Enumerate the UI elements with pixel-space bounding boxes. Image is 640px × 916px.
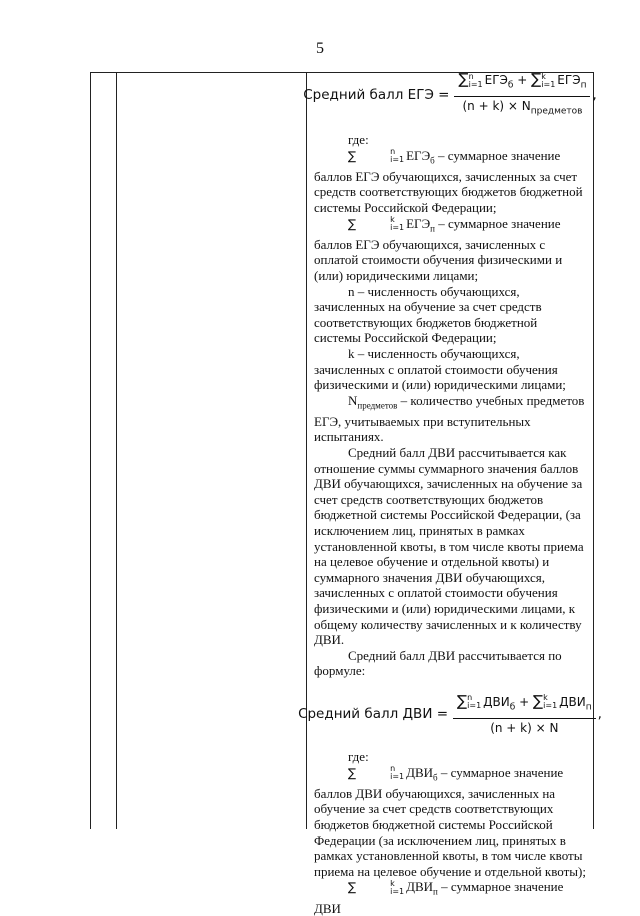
definition-n-subjects: $N_{предметов}$ – количество учебных предметов ЕГЭ, учитываемых при вступительных испытаниях. [314,392,585,445]
formula-dvi-numerator: ∑ n i=1 $ДВИ_б$ + ∑ k i=1 $ДВИ_п$ [453,694,596,719]
page-number: 5 [316,40,324,57]
table-column-divider-1 [116,72,117,829]
formula-ege-denominator: $(n + k) \times N_{предметов}$ [462,99,583,117]
formula-ege-numerator: ∑ n i=1 $ЕГЭ_б$ + ∑ k i=1 $ЕГЭ_п$ [454,72,590,97]
formula-dvi: Средний балл ДВИ = ∑ n i=1 $ДВИ_б$ + ∑ k i=1 $ДВИ_п$ (n + k) × N , [298,691,602,735]
formula-ege-fraction [454,72,590,120]
where-label-1: где: [348,132,369,147]
dvi-formula-intro: Средний балл ДВИ рассчитывается по формуле: [314,647,562,679]
definition-n: n – численность обучающихся, зачисленных на обучение за счет средств соответствующих бюджетов бюджетной системы Российской Федерации; [314,283,542,346]
definition-ege-p: ∑ k i=1 $ЕГЭ_п$ – суммарное значение баллов ЕГЭ обучающихся, зачисленных с оплатой стоимости обучения физическими и (или) юридическими лицами; [314,215,563,283]
table-border-left [90,72,91,829]
formula-dvi-denominator: (n + k) × N [490,720,559,735]
formula-dvi-fraction [453,691,596,737]
formula-ege: Средний балл ЕГЭ = ∑ n i=1 $ЕГЭ_б$ + ∑ k i=1 $ЕГЭ_п$ $(n + k) \times N_{предметов}$ , [314,76,586,116]
table-cell-content [298,70,602,916]
dvi-paragraph: Средний балл ДВИ рассчитывается как отношение суммы суммарного значения баллов ДВИ обучающихся, зачисленных на обучение за счет средств соответствующих бюджетов бюджетной системы Российской Федерации, (за исключением лиц, принятых в рамках установленной квоты, в том числе квоты приема на целевое обучение и отдельной квоты) и суммарного значения ДВИ обучающихся, зачисленных с оплатой стоимости обучения физическими и (или) юридическими лицами, к общему количеству зачисленных и к количеству ДВИ. [314,445,584,648]
definition-dvi-p: ∑ k i=1 $ДВИ_п$ – суммарное значение ДВИ [314,878,564,916]
document-table [90,70,602,916]
definition-ege-b: ∑ n i=1 $ЕГЭ_б$ – суммарное значение баллов ЕГЭ обучающихся, зачисленных за счет средств соответствующих бюджетов бюджетной системы Российской Федерации; [314,147,583,215]
formula-dvi-label: Средний балл ДВИ = [298,706,449,723]
definition-dvi-b: ∑ n i=1 $ДВИ_б$ – суммарное значение баллов ДВИ обучающихся, зачисленных на обучение за счет средств соответствующих бюджетов бюджетной системы Российской Федерации (за исключением лиц, принятых в рамках установленной квоты, в том числе квоты приема на целевое обучение и отдельной квоты); [314,764,586,879]
definition-k: k – численность обучающихся, зачисленных с оплатой стоимости обучения физическими и (или) юридическими лицами; [314,345,566,393]
formula-ege-label: Средний балл ЕГЭ = [303,87,450,104]
where-label-2: где: [348,748,369,764]
